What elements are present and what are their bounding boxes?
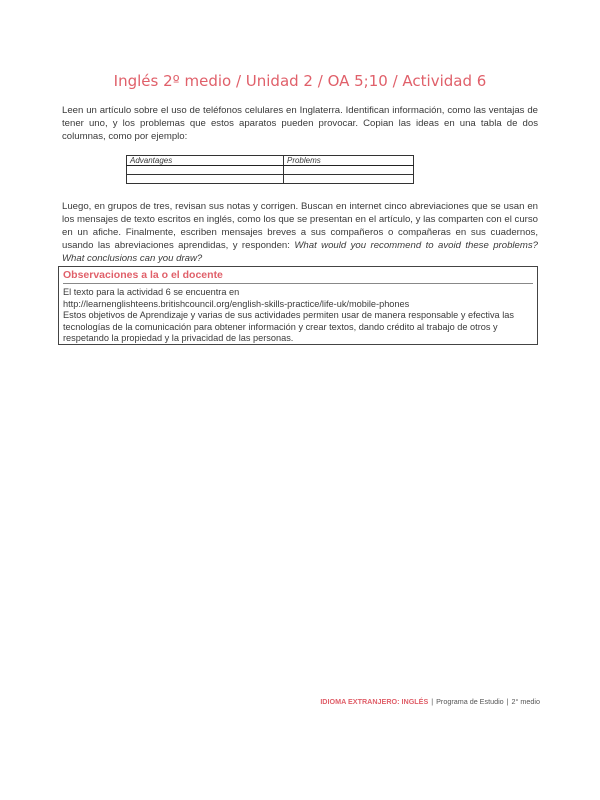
- activity-paragraph-2: [62, 200, 538, 265]
- paragraph-2-text: Luego, en grupos de tres, revisan sus notas y corrigen. Buscan en internet cinco abreviaciones que se usan en los mensajes de texto escritos en inglés, como los que se presentan en el artículo, y las comparten con el curso en un afiche. Finalmente, escriben mensajes breves a sus compañeros o compañeras en sus cuadernos, usando las abreviaciones aprendidas, y responden:: [62, 201, 538, 251]
- table-row: [127, 166, 414, 175]
- observations-link[interactable]: http://learnenglishteens.britishcouncil.org/english-skills-practice/life-uk/mobile-phones: [63, 298, 410, 309]
- footer-program: Programa de Estudio: [436, 697, 504, 706]
- page-footer: [300, 697, 540, 706]
- teacher-observations-box: [58, 266, 538, 345]
- footer-subject: IDIOMA EXTRANJERO: INGLÉS: [320, 697, 429, 706]
- table-header-row: [127, 156, 414, 166]
- table-cell: [283, 166, 413, 175]
- activity-paragraph-1: Leen un artículo sobre el uso de teléfonos celulares en Inglaterra. Identifican información, como las ventajas de tener uno, y los problemas que estos aparatos pueden provocar. Copian las ideas en una tabla de dos columnas, como por ejemplo:: [62, 105, 538, 142]
- observations-divider: [63, 283, 533, 284]
- table-header-advantages: Advantages: [127, 156, 284, 166]
- page-title: Inglés 2º medio / Unidad 2 / OA 5;10 / Actividad 6: [113, 72, 487, 90]
- observations-title: Observaciones a la o el docente: [63, 269, 223, 281]
- observations-text-1: El texto para la actividad 6 se encuentra en: [63, 287, 240, 297]
- table-cell: [127, 175, 284, 184]
- table-cell: [127, 166, 284, 175]
- table-header-problems: Problems: [283, 156, 413, 166]
- footer-separator-2: |: [506, 697, 509, 706]
- table-cell: [283, 175, 413, 184]
- footer-separator: |: [431, 697, 434, 706]
- footer-grade: 2° medio: [511, 697, 540, 706]
- paragraph-2-questions: What would you recommend to avoid these problems? What conclusions can you draw?: [62, 240, 538, 264]
- two-column-table: [126, 155, 414, 184]
- table-row: [127, 175, 414, 184]
- observations-text-2: Estos objetivos de Aprendizaje y varias de sus actividades permiten usar de manera responsable y efectiva las tecnologías de la comunicación para obtener información y crear textos, dando crédito al trabajo de otros y respetando la propiedad y la privacidad de las personas.: [63, 310, 514, 343]
